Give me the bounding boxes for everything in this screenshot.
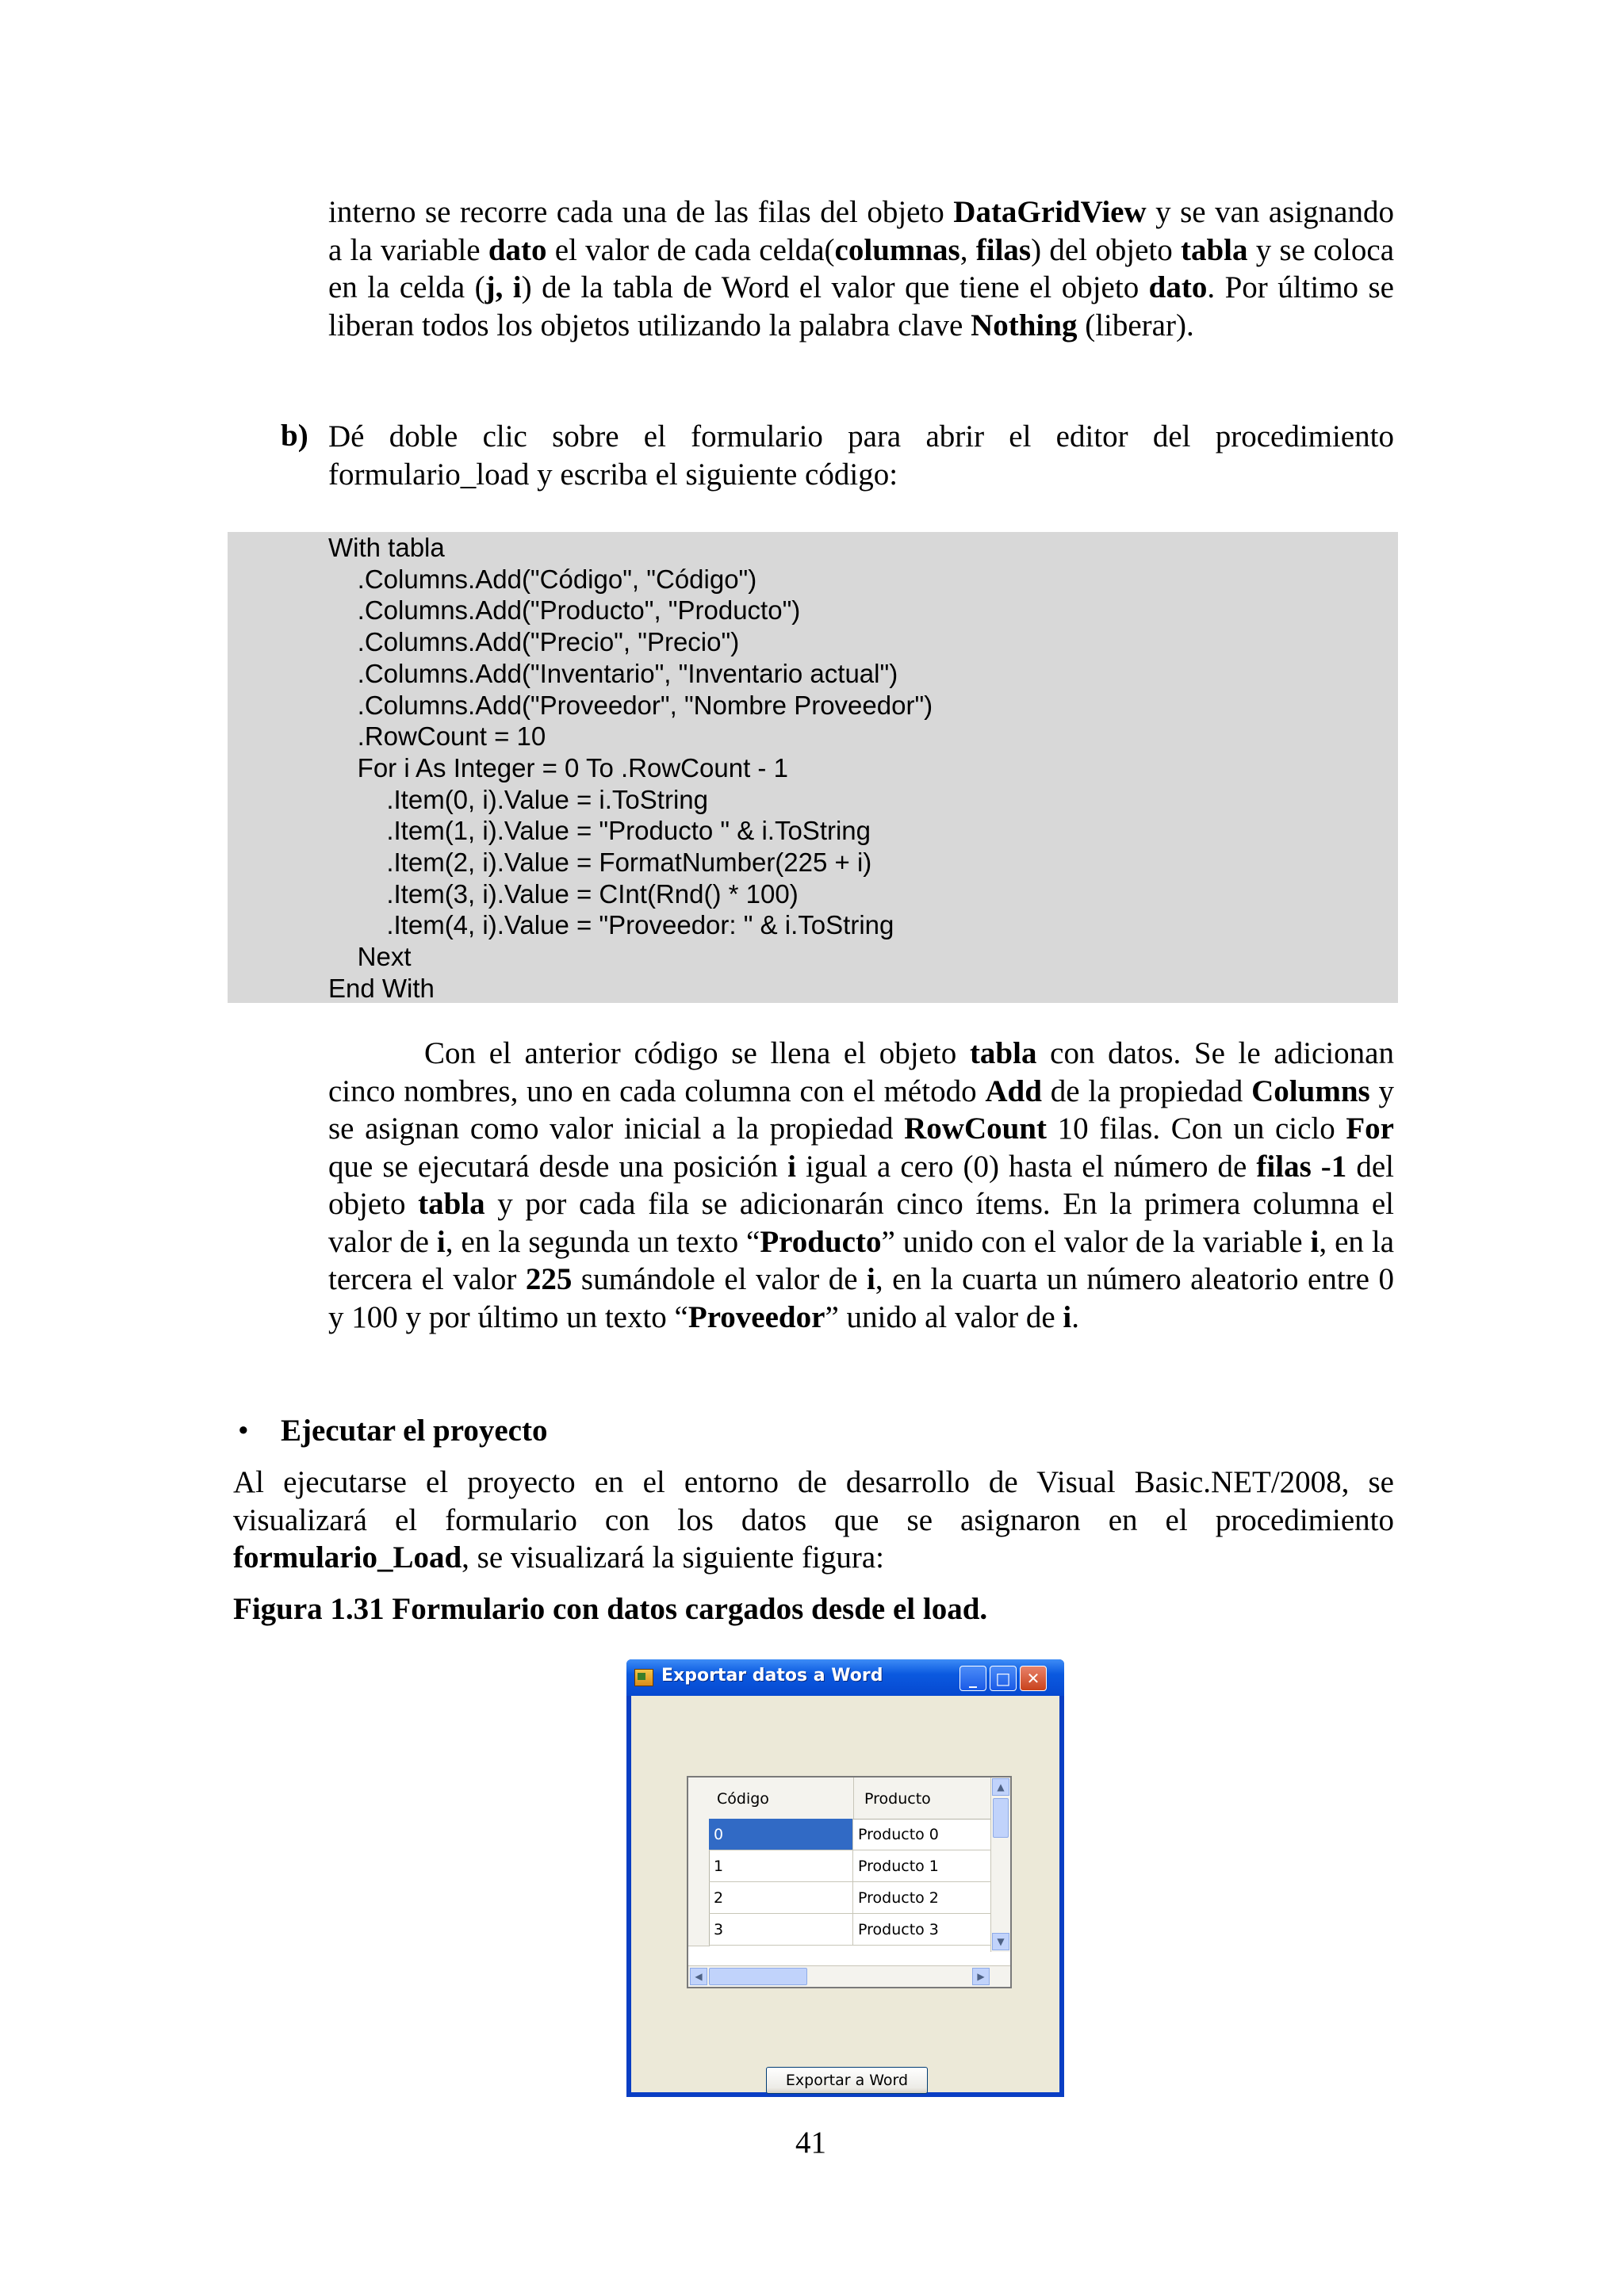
code-line: Next: [328, 942, 412, 972]
scroll-up-icon[interactable]: ▲: [992, 1778, 1009, 1796]
grid-cell[interactable]: Producto 2: [853, 1882, 993, 1914]
grid-header: [688, 1777, 993, 1820]
grid-cell[interactable]: Producto 0: [853, 1819, 993, 1850]
header-divider: [853, 1777, 854, 1819]
row-header[interactable]: [688, 1819, 710, 1851]
code-line: .Item(3, i).Value = CInt(Rnd() * 100): [328, 878, 799, 909]
minimize-button[interactable]: _: [959, 1666, 986, 1691]
horizontal-scroll-thumb[interactable]: [709, 1968, 807, 1985]
step-b-text: Dé doble clic sobre el formulario para abrir el editor del procedimiento formulario_load y escriba el siguiente código:: [328, 419, 1394, 492]
vertical-scroll-thumb[interactable]: [993, 1798, 1009, 1838]
code-line: End With: [328, 973, 435, 1003]
grid-cell[interactable]: Producto 1: [853, 1850, 993, 1882]
grid-cell[interactable]: 2: [709, 1882, 853, 1914]
step-label: b): [281, 419, 308, 453]
form-client-area: [631, 1696, 1059, 2092]
code-line: With tabla: [328, 533, 445, 562]
export-to-word-button[interactable]: Exportar a Word: [766, 2067, 928, 2094]
code-line: .Columns.Add("Código", "Código"): [328, 564, 757, 594]
code-line: .Columns.Add("Inventario", "Inventario actual"): [328, 658, 898, 688]
window-titlebar[interactable]: [626, 1659, 1064, 1696]
column-header-producto[interactable]: Producto: [864, 1790, 931, 1808]
code-line: .Item(1, i).Value = "Producto " & i.ToString: [328, 816, 871, 846]
scroll-down-icon[interactable]: ▼: [992, 1933, 1009, 1950]
page-number: 41: [795, 2126, 826, 2160]
code-line: .Item(0, i).Value = i.ToString: [328, 784, 708, 814]
section-heading: Ejecutar el proyecto: [281, 1414, 548, 1448]
vertical-scrollbar[interactable]: [990, 1777, 1010, 1952]
scroll-left-icon[interactable]: ◀: [690, 1968, 707, 1985]
code-line: .Columns.Add("Producto", "Producto"): [328, 595, 801, 626]
data-grid-view[interactable]: [687, 1776, 1012, 1988]
code-line: For i As Integer = 0 To .RowCount - 1: [328, 752, 788, 783]
paragraph-run-project: Al ejecutarse el proyecto en el entorno de desarrollo de Visual Basic.NET/2008, se visualizará el formulario con los datos que se asignaron en el procedimiento formulario_Load, se visualizará la siguiente figura:: [233, 1465, 1394, 1575]
bullet-icon: •: [238, 1414, 249, 1448]
paragraph-dgv-loop: interno se recorre cada una de las filas del objeto DataGridView y se van asignando a la variable dato el valor de cada celda(columnas, filas) del objeto tabla y se coloca en la celda (j, i) de la tabla de Word el valor que tiene el objeto dato. Por último se liberan todos los objetos utilizando la palabra clave Nothing (liberar).: [328, 195, 1395, 342]
row-header[interactable]: [688, 1882, 710, 1915]
maximize-button[interactable]: □: [990, 1666, 1017, 1691]
row-header[interactable]: [688, 1914, 710, 1946]
window-title: Exportar datos a Word: [661, 1666, 883, 1686]
code-line: .RowCount = 10: [328, 721, 546, 752]
form-window: [626, 1659, 1064, 2097]
grid-cell[interactable]: 1: [709, 1850, 853, 1882]
code-line: .Item(2, i).Value = FormatNumber(225 + i): [328, 848, 872, 877]
code-line: .Item(4, i).Value = "Proveedor: " & i.ToString: [328, 910, 894, 940]
grid-cell[interactable]: 0: [709, 1819, 853, 1850]
paragraph-code-explanation: Con el anterior código se llena el objeto tabla con datos. Se le adicionan cinco nombres, uno en cada columna con el método Add de la propiedad Columns y se asignan como valor inicial a la propiedad RowCount 10 filas. Con un ciclo For que se ejecutará desde una posición i igual a cero (0) hasta el número de filas -1 del objeto tabla y por cada fila se adicionarán cinco ítems. En la primera columna el valor de i, en la segunda un texto “Producto” unido con el valor de la variable i, en la tercera el valor 225 sumándole el valor de i, en la cuarta un número aleatorio entre 0 y 100 y por último un texto “Proveedor” unido al valor de i.: [328, 1036, 1395, 1334]
close-button[interactable]: ✕: [1020, 1666, 1047, 1691]
column-header-codigo[interactable]: Código: [717, 1790, 769, 1808]
figure-caption: Figura 1.31 Formulario con datos cargados desde el load.: [233, 1592, 988, 1626]
grid-cell[interactable]: 3: [709, 1914, 853, 1946]
grid-cell[interactable]: Producto 3: [853, 1914, 993, 1946]
app-icon: [634, 1669, 653, 1686]
code-line: .Columns.Add("Precio", "Precio"): [328, 627, 740, 657]
horizontal-scrollbar[interactable]: [688, 1965, 1010, 1987]
row-header[interactable]: [688, 1850, 710, 1883]
scroll-right-icon[interactable]: ▶: [972, 1968, 990, 1985]
code-line: .Columns.Add("Proveedor", "Nombre Proveedor"): [328, 690, 933, 720]
